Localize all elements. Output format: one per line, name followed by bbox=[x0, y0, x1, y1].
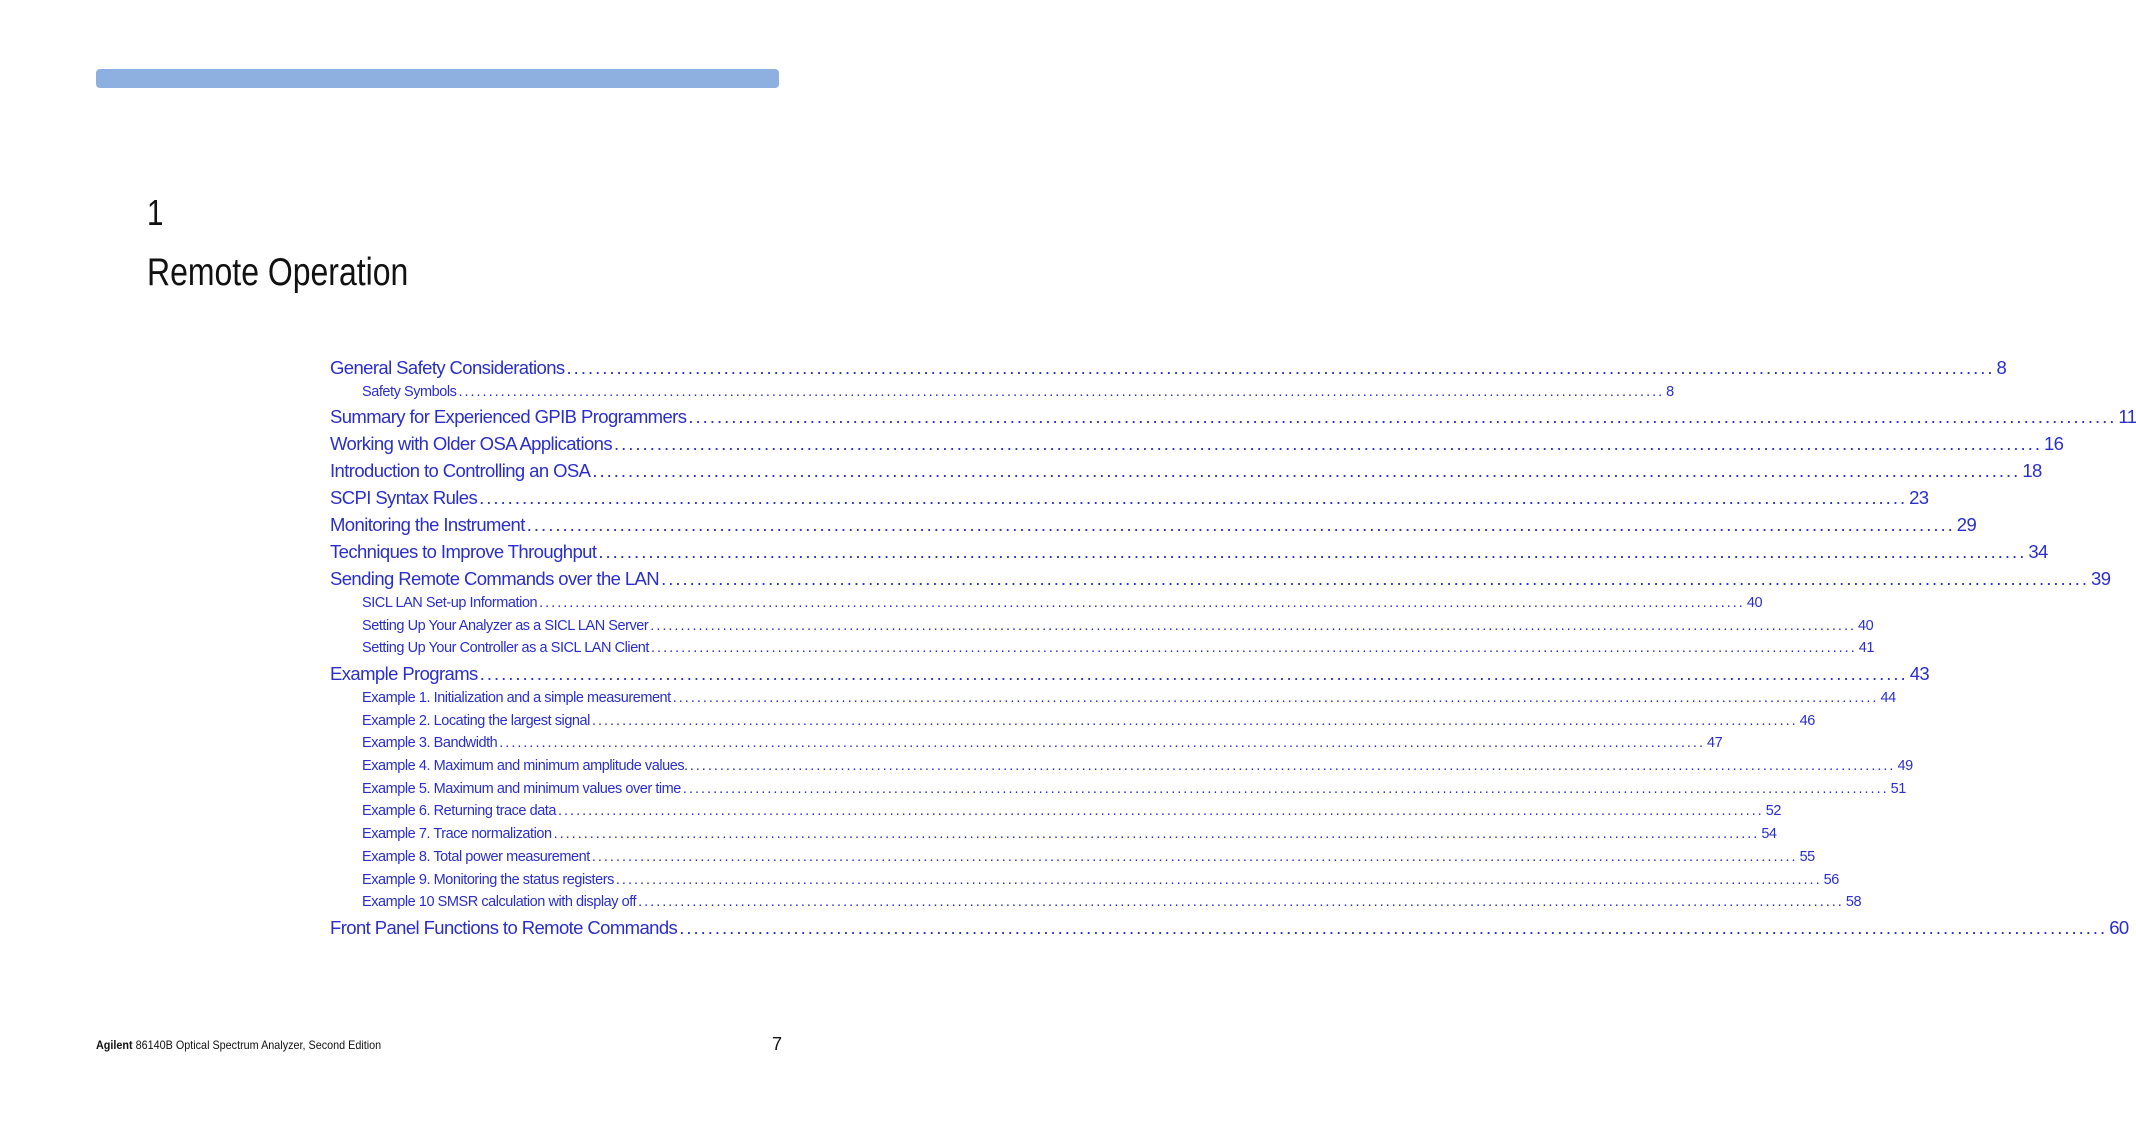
toc-dot-leader: ........................................................................................................................................................................................................ bbox=[598, 541, 2027, 562]
toc-entry-label: SCPI Syntax Rules bbox=[330, 487, 478, 508]
toc-entry[interactable] bbox=[330, 460, 2042, 482]
toc-entry[interactable] bbox=[330, 917, 2129, 939]
toc-entry-page: 23 bbox=[1909, 487, 1929, 508]
toc-entry[interactable] bbox=[330, 514, 1977, 536]
toc-entry[interactable] bbox=[330, 487, 1929, 509]
toc-entry-label: Example 9. Monitoring the status registers bbox=[362, 872, 614, 888]
toc-dot-leader: ........................................................................................................................................................................................................ bbox=[592, 460, 2021, 481]
toc-entry-label: Techniques to Improve Throughput bbox=[330, 541, 597, 562]
toc-entry-page: 52 bbox=[1765, 803, 1781, 819]
toc-entry[interactable] bbox=[362, 713, 1815, 729]
toc-dot-leader: ........................................................................................................................................................................................................ bbox=[661, 568, 2090, 589]
toc-entry[interactable] bbox=[362, 735, 1723, 751]
toc-entry-page: 40 bbox=[1858, 618, 1874, 634]
toc-entry-page: 8 bbox=[1666, 384, 1674, 400]
toc-entry-label: Setting Up Your Analyzer as a SICL LAN Server bbox=[362, 618, 649, 634]
toc-entry[interactable] bbox=[330, 541, 2048, 563]
toc-entry-label: Example 6. Returning trace data bbox=[362, 803, 556, 819]
toc-dot-leader: ........................................................................................................................................................................................................ bbox=[553, 826, 1760, 842]
toc-entry[interactable] bbox=[362, 618, 1874, 634]
toc-entry-label: Summary for Experienced GPIB Programmers bbox=[330, 406, 687, 427]
toc-entry-label: Front Panel Functions to Remote Commands bbox=[330, 917, 678, 938]
footer-document-title: 86140B Optical Spectrum Analyzer, Second Edition bbox=[135, 1038, 382, 1052]
toc-dot-leader: ........................................................................................................................................................................................................ bbox=[682, 781, 1889, 797]
toc-entry[interactable] bbox=[362, 384, 1674, 400]
toc-entry-label: Example 8. Total power measurement bbox=[362, 849, 590, 865]
toc-entry[interactable] bbox=[330, 433, 2064, 455]
toc-entry-page: 39 bbox=[2091, 568, 2111, 589]
toc-entry-page: 34 bbox=[2028, 541, 2048, 562]
toc-entry-label: Example 7. Trace normalization bbox=[362, 826, 552, 842]
toc-entry-page: 56 bbox=[1823, 872, 1839, 888]
toc-dot-leader: ........................................................................................................................................................................................................ bbox=[479, 487, 1908, 508]
toc-dot-leader: ........................................................................................................................................................................................................ bbox=[591, 849, 1798, 865]
toc-entry[interactable] bbox=[362, 690, 1896, 706]
chapter-title: Remote Operation bbox=[147, 251, 409, 294]
toc-entry-page: 58 bbox=[1845, 894, 1862, 910]
toc-entry-page: 51 bbox=[1890, 781, 1906, 797]
toc-entry-label: Safety Symbols bbox=[362, 384, 457, 400]
toc-entry-label: Example 10 SMSR calculation with display off bbox=[362, 894, 637, 910]
toc-entry-page: 8 bbox=[1996, 357, 2007, 378]
toc-dot-leader: ........................................................................................................................................................................................................ bbox=[539, 595, 1745, 611]
toc-dot-leader: ........................................................................................................................................................................................................ bbox=[689, 758, 1896, 774]
toc-entry[interactable] bbox=[330, 568, 2111, 590]
toc-dot-leader: ........................................................................................................................................................................................................ bbox=[566, 357, 1995, 378]
toc-entry-label: Example 2. Locating the largest signal bbox=[362, 713, 590, 729]
toc-dot-leader: ........................................................................................................................................................................................................ bbox=[638, 894, 1844, 910]
toc-entry-page: 60 bbox=[2109, 917, 2129, 938]
toc-entry-page: 43 bbox=[1909, 663, 1930, 684]
toc-entry-label: Setting Up Your Controller as a SICL LAN Client bbox=[362, 640, 650, 656]
toc-entry[interactable] bbox=[362, 758, 1913, 774]
toc-entry-page: 54 bbox=[1761, 826, 1777, 842]
toc-entry[interactable] bbox=[362, 872, 1839, 888]
toc-entry-page: 11 bbox=[2118, 406, 2136, 427]
toc-entry[interactable] bbox=[362, 781, 1906, 797]
toc-entry-label: Monitoring the Instrument bbox=[330, 514, 525, 535]
toc-entry[interactable] bbox=[330, 357, 2007, 379]
toc-dot-leader: ........................................................................................................................................................................................................ bbox=[679, 917, 2108, 938]
toc-dot-leader: ........................................................................................................................................................................................................ bbox=[688, 406, 2117, 427]
toc-entry-label: Sending Remote Commands over the LAN bbox=[330, 568, 660, 589]
toc-entry-page: 41 bbox=[1858, 640, 1874, 656]
toc-dot-leader: ........................................................................................................................................................................................................ bbox=[499, 735, 1705, 751]
footer-text bbox=[96, 1038, 381, 1052]
toc-dot-leader: ........................................................................................................................................................................................................ bbox=[672, 690, 1879, 706]
toc-entry-label: Example 5. Maximum and minimum values over time bbox=[362, 781, 681, 797]
toc-dot-leader: ........................................................................................................................................................................................................ bbox=[650, 618, 1857, 634]
toc-entry-page: 49 bbox=[1897, 758, 1913, 774]
toc-entry-page: 16 bbox=[2043, 433, 2064, 454]
toc-entry-page: 40 bbox=[1746, 595, 1763, 611]
toc-entry-page: 18 bbox=[2022, 460, 2042, 481]
toc-dot-leader: ........................................................................................................................................................................................................ bbox=[558, 803, 1764, 819]
toc-entry-label: Working with Older OSA Applications bbox=[330, 433, 612, 454]
toc-entry-page: 44 bbox=[1880, 690, 1896, 706]
footer-brand: Agilent bbox=[96, 1038, 133, 1052]
toc-entry[interactable] bbox=[330, 663, 1930, 685]
toc-entry-page: 55 bbox=[1799, 849, 1815, 865]
toc-entry-page: 29 bbox=[1956, 514, 1977, 535]
toc-dot-leader: ........................................................................................................................................................................................................ bbox=[614, 433, 2042, 454]
toc-entry-label: Example 4. Maximum and minimum amplitude values. bbox=[362, 758, 688, 774]
toc-entry-label: General Safety Considerations bbox=[330, 357, 565, 378]
toc-entry-label: Introduction to Controlling an OSA bbox=[330, 460, 591, 481]
toc-entry[interactable] bbox=[362, 826, 1777, 842]
toc-dot-leader: ........................................................................................................................................................................................................ bbox=[526, 514, 1955, 535]
toc-dot-leader: ........................................................................................................................................................................................................ bbox=[479, 663, 1908, 684]
toc-entry[interactable] bbox=[362, 640, 1874, 656]
toc-entry[interactable] bbox=[362, 803, 1781, 819]
toc-dot-leader: ........................................................................................................................................................................................................ bbox=[458, 384, 1665, 400]
toc-entry[interactable] bbox=[330, 406, 2136, 428]
toc-entry-label: Example 1. Initialization and a simple measurement bbox=[362, 690, 671, 706]
toc-dot-leader: ........................................................................................................................................................................................................ bbox=[615, 872, 1822, 888]
toc-entry[interactable] bbox=[362, 849, 1815, 865]
toc-dot-leader: ........................................................................................................................................................................................................ bbox=[591, 713, 1798, 729]
toc-entry-label: SICL LAN Set-up Information bbox=[362, 595, 538, 611]
toc-entry[interactable] bbox=[362, 894, 1862, 910]
toc-entry-page: 47 bbox=[1707, 735, 1723, 751]
page-number: 7 bbox=[771, 1034, 782, 1054]
toc-entry[interactable] bbox=[362, 595, 1763, 611]
toc-entry-label: Example Programs bbox=[330, 663, 478, 684]
toc-entry-label: Example 3. Bandwidth bbox=[362, 735, 498, 751]
toc-dot-leader: ........................................................................................................................................................................................................ bbox=[651, 640, 1857, 656]
toc-entry-page: 46 bbox=[1799, 713, 1815, 729]
chapter-number: 1 bbox=[147, 192, 164, 233]
